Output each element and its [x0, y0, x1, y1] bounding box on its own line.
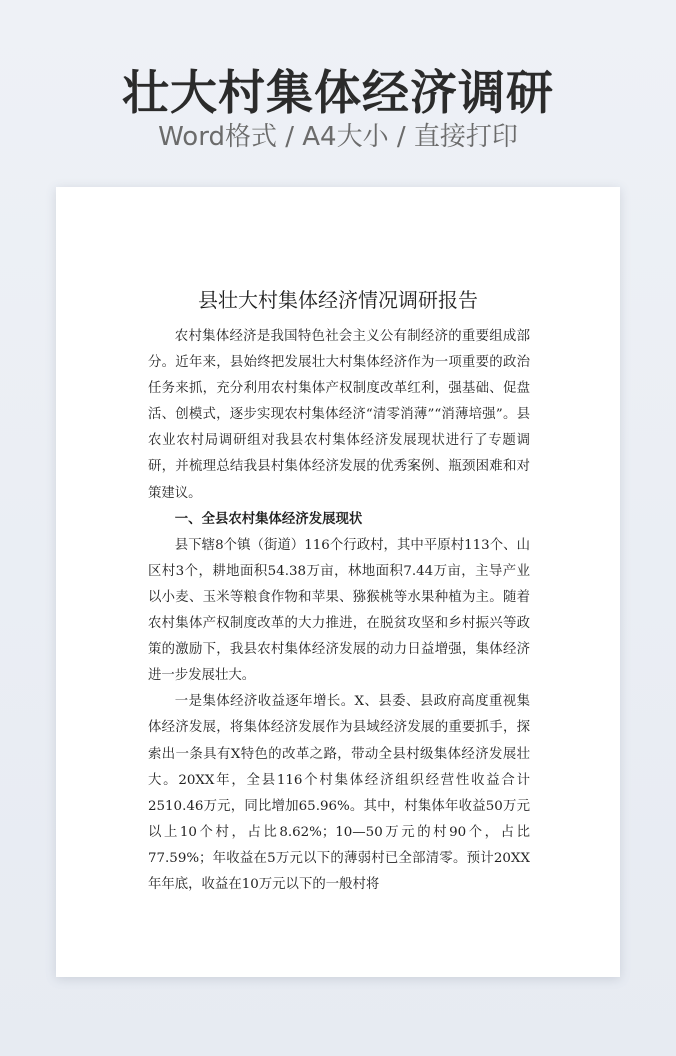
document-body — [148, 324, 530, 898]
paragraph-intro: 农村集体经济是我国特色社会主义公有制经济的重要组成部分。近年来，县始终把发展壮大村集体经济作为一项重要的政治任务来抓，充分利用农村集体产权制度改革红利，强基础、促盘活、创模式，逐步实现农村集体经济“清零消薄”“消薄培强”。县农业农村局调研组对我县农村集体经济发展现状进行了专题调研，并梳理总结我县村集体经济发展的优秀案例、瓶颈困难和对策建议。 — [148, 329, 530, 501]
banner-subtitle: Word格式 / A4大小 / 直接打印 — [158, 122, 518, 152]
paragraph-income-growth: 一是集体经济收益逐年增长。X、县委、县政府高度重视集体经济发展，将集体经济发展作为县域经济发展的重要抓手，探索出一条具有X特色的改革之路，带动全县村级集体经济发展壮大。20XX年，全县116个村集体经济组织经营性收益合计2510.46万元，同比增加65.96%。其中，村集体年收益50万元以上10个村，占比8.62%；10—50万元的村90个，占比77.59%；年收益在5万元以下的薄弱村已全部清零。预计20XX年年底，收益在10万元以下的一般村将 — [148, 694, 530, 892]
document-page — [56, 187, 620, 977]
document-title: 县壮大村集体经济情况调研报告 — [198, 288, 478, 312]
section-heading: 一、全县农村集体经济发展现状 — [174, 511, 363, 527]
banner-title: 壮大村集体经济调研 — [122, 66, 554, 121]
paragraph-overview: 县下辖8个镇（街道）116个行政村，其中平原村113个、山区村3个，耕地面积54.38万亩，林地面积7.44万亩，主导产业以小麦、玉米等粮食作物和苹果、猕猴桃等水果种植为主。随着农村集体产权制度改革的大力推进，在脱贫攻坚和乡村振兴等政策的激励下，我县农村集体经济发展的动力日益增强，集体经济进一步发展壮大。 — [148, 537, 530, 684]
